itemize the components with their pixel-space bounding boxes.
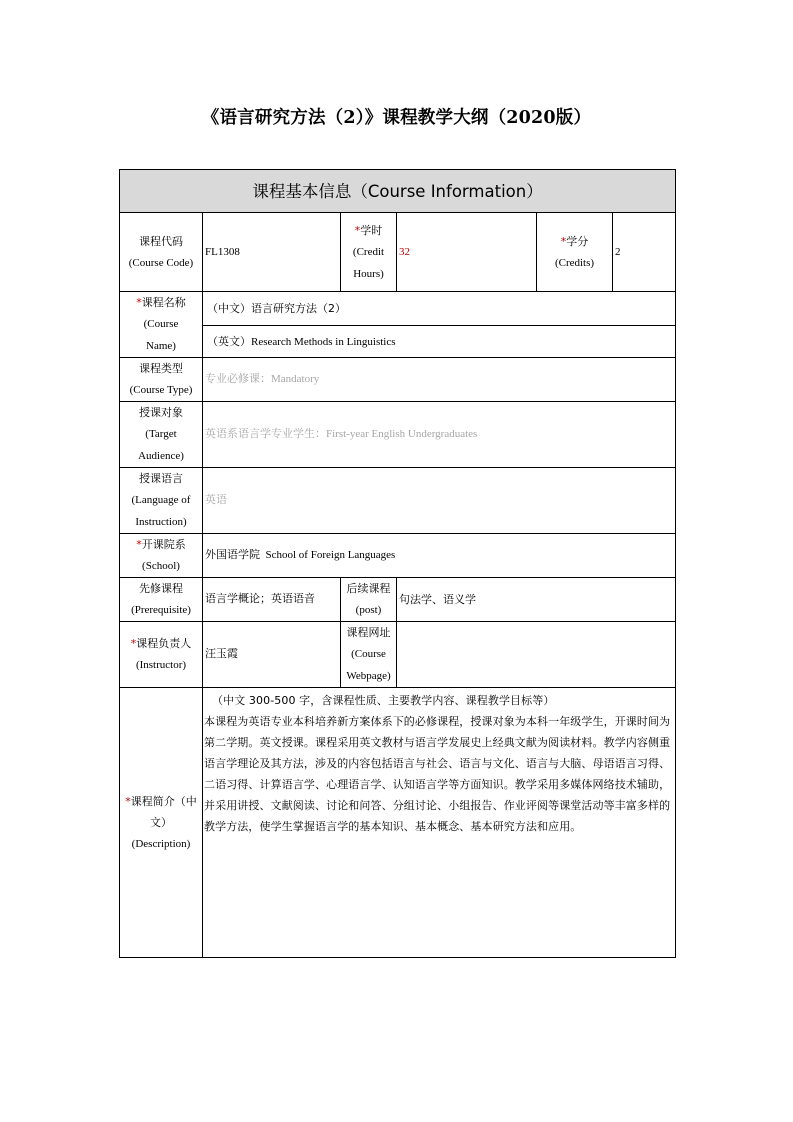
prerequisite-label: 先修课程 (Prerequisite) [120,578,203,622]
credits-value: 2 [613,213,676,292]
instructor-value: 汪玉霞 [203,622,341,688]
table-header: 课程基本信息（Course Information） [120,170,676,213]
description-label: *课程简介（中 文） (Description) [120,688,203,958]
post-course-value: 句法学、语义学 [397,578,676,622]
hours-label: *学时 (Credit Hours) [341,213,397,292]
webpage-label: 课程网址 (Course Webpage) [341,622,397,688]
school-label: *开课院系 (School) [120,534,203,578]
instructor-label: *课程负责人 (Instructor) [120,622,203,688]
description-body: 本课程为英语专业本科培养新方案体系下的必修课程，授课对象为本科一年级学生，开课时间为第二学期。英文授课。课程采用英文教材与语言学发展史上经典文献为阅读材料。教学内容侧重语言学理论及其方法，涉及的内容包括语言与社会、语言与文化、语言与大脑、母语语言习得、二语习得、计算语言学、心理语言学、认知语言学等方面知识。教学采用多媒体网络技术辅助，并采用讲授、文献阅读、讨论和问答、分组讨论、小组报告、作业评阅等课堂活动等丰富多样的教学方法，使学生掌握语言学的基本知识、基本概念、基本研究方法和应用。 [204,715,671,833]
course-info-table [119,169,676,958]
description-hint: （中文 300-500 字，含课程性质、主要教学内容、课程教学目标等） [212,694,555,707]
course-type-label: 课程类型 (Course Type) [120,358,203,402]
language-value: 英语 [203,468,676,534]
school-value: 外国语学院 School of Foreign Languages [203,534,676,578]
credits-label: *学分 (Credits) [537,213,613,292]
target-audience-label: 授课对象 (Target Audience) [120,402,203,468]
post-course-label: 后续课程 (post) [341,578,397,622]
course-name-en: （英文）Research Methods in Linguistics [203,326,676,358]
course-type-value: 专业必修课：Mandatory [203,358,676,402]
course-name-label: *课程名称 (Course Name) [120,292,203,358]
prerequisite-value: 语言学概论；英语语音 [203,578,341,622]
hours-value: 32 [397,213,537,292]
language-label: 授课语言 (Language of Instruction) [120,468,203,534]
description-content [203,688,676,958]
target-audience-value: 英语系语言学专业学生：First-year English Undergraduates [203,402,676,468]
webpage-value [397,622,676,688]
course-code-value: FL1308 [203,213,341,292]
course-code-label: 课程代码 (Course Code) [120,213,203,292]
document-title: 《语言研究方法（2）》课程教学大纲（2020版） [201,108,592,128]
course-name-cn: （中文）语言研究方法（2） [203,292,676,326]
